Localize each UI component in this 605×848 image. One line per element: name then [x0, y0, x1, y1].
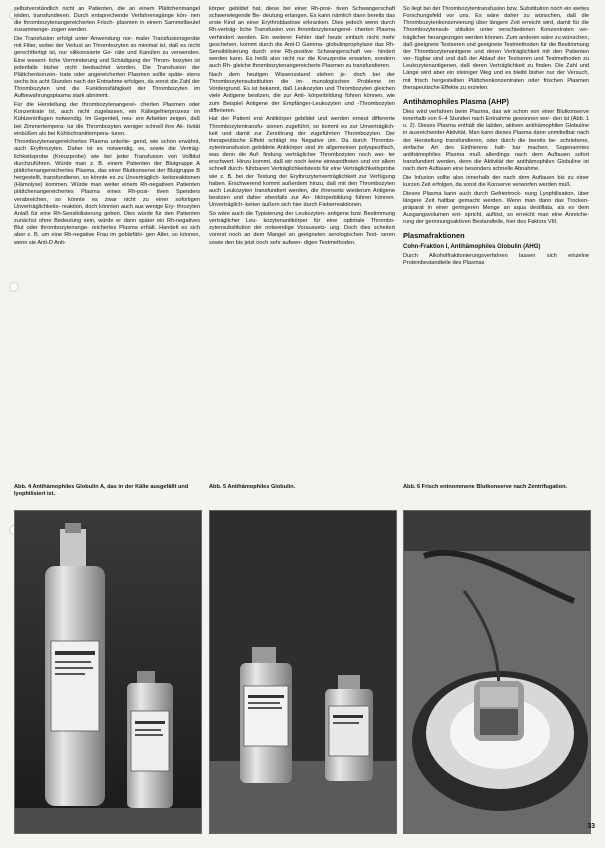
photo-antihaemophiles-globulin	[209, 510, 397, 834]
paragraph: So wäre auch die Typisierung der Leukozyten- antigene bzw. Bestimmung verträglicher Leu- kozytenantikörper für eine optimale Thrombo- zytensubstitution der notwendige Voraussetz- ung. Doch dies scheitert vorerst noch an dem Mangel an geeigneten serologischen Test- seren sowie den bis jetzt noch sehr aufwen- digen Testmethoden.	[209, 210, 395, 246]
text-column-3	[403, 6, 589, 476]
caption-abb6: Abb. 6 Frisch entnommene Blutkonserve nach Zentrifugation.	[403, 484, 568, 490]
text-column-2	[209, 6, 395, 476]
paragraph: Die Transfusion erfolgt unter Anwendung nor- maler Transfusionsgeräte mit Filter, wobei der Verlust an Thrombozyten so minimal ist, daß es nicht gerechtfertigt ist, nur silikonisierte Ge- räte und Kanülen zu verwenden. Eine wesent- liche Verminderung und Schädigung der Throm- bozyten ist jedenfalls bisher nicht beobachtet worden. Die Transfusion der Plättchenkonzen- trate oder angereicherten Plasmen sollte späte- stens sechs bis acht Stunden nach der Entnahme erfolgen, da sonst die Zahl der Thrombozyten und die Funktionsfähigkeit der Thrombozyten im Aufbewahrungsplasma stark abnimmt.	[14, 36, 200, 100]
section-heading-plasmafraktionen: Plasmafraktionen	[403, 231, 465, 241]
page-number: 33	[587, 823, 595, 830]
photo-antihaemophiles-globulin-bottles	[14, 510, 202, 834]
paragraph: So liegt bei der Thrombozytentransfusion bzw. Substitution noch ein weites Forschungsfeld vor uns. Es wäre daher zu wünschen, daß die Thrombozytenkonservierung über längere Zeit erreicht wird, damit für die Thrombozytensub- stitution unter verschiedenen Konzentraten ver- träglicher herangezogen werden können. Zum anderen wäre zu wünschen, daß geeignete Testseren und geeignete Testmethoden für die Bestimmung der Thrombozytenantigene und deren Verträglichkeit mit den Patienten ver- fügbar sind und daß der Ablauf der Testseren und Testmethoden zu Leukozytenantigenen, daß deren Verträglichkeit zu finden. Die Zahl und Länge wird aber ein steiniger Weg und es bleibt bisher nur der Versuch, mit frisch hergestellten Plättchenkonzentraten oder frischen Plasmen therapeutische Effekte zu erzielen.	[403, 6, 589, 91]
paragraph: Dies wird verfahren beim Plasma, das wir schon von einer Blutkonserve innerhalb von 6–4 Stunden nach Entnahme gewonnen wor- den ist (Abb. 1 u. 2). Dieses Plasma enthält die labilen, aktiven antihämophilen Globuline in ausreichender Aktivität. Man kann dieses Plasma dann unmittelbar nach der Herstellung transfundieren, oder durch die bereits be- schriebene, einfache Art des Einfrierens halt- bar machen. Sogenanntes antihämophiles Plasma muß allerdings nach dem Auftauen sofort transfundiert werden, denn die Aktivität der antihämophilen Globuline ist nach dem Auftauen eine besonders schnelle Abnahme.	[403, 108, 589, 173]
paragraph: körper gebildet hat, diese bei einer Rh-posi- tiven Schwangerschaft schwerwiegende Be- deutung erlangen. Es kann nämlich dann bereits das erste Kind an einer Erythroblastose erkranken. Dies jedoch wenn durch Rh-verträg- liche Transfusion von thrombozytenangerei- cherten Plasma verhindert werden. Ein weiterer Fehler darf heute einfach nicht mehr geschehen, kommt durch die Anti-D Gamma- globulinprophylaxe das Rh-Sensibilisierung durch eine Rh-positive Schwangerschaft ver- hindert werden kann. Es heißt also nicht nur die Kreuzprobe erwarten, sondern auch Rh- gleiche thrombozytenangereicherte Plasmen zu transfundieren.	[209, 6, 395, 70]
paragraph: Nach dem heutigen Wissensstand stehen je- doch bei der Thrombozytensubstitution die im- munologischen Probleme im Vordergrund. Es ist bekannt, daß Leukozyten und Thrombozyten gleichen viele Antigene besitzen, die zur Anti- körperbildung führen können, wie zum Beispiel Antigene der Empfänger-Leukozyten und -Thrombozyten differieren.	[209, 71, 395, 114]
photo-centrifuged-blood-bag	[403, 510, 591, 834]
paragraph: Für die Herstellung der thrombozytenangerei- cherten Plasmen oder Konzentrate ist, auch nicht zugelassen, ein Kältegefrierprozess im Kühlzentrifugen notwendig. Im Gegenteil, neu- ere Arbeiten zeigen, daß bei Zimmertempera- tur die Thrombozyten weniger schnell ihre Ak- tivität einbüßen als bei Kühlschranktempera- turen.	[14, 102, 200, 137]
caption-abb4: Abb. 4 Antihämophiles Globulin A, das in der Kälte ausgefällt und lyophilisiert ist.	[14, 484, 189, 497]
paragraph: Die Infusion sollte also innerhalb der nach dem Auftauen bis zu einer kurzen Zeit erfolgen, da sonst die Konserve verworfen werden muß.	[403, 174, 589, 188]
text-column-1	[14, 6, 200, 476]
paragraph: Dieses Plasma kann auch durch Gefriertrock- nung Lyophilisation, über längere Zeit haltbar gemacht werden. Wenn man dann das Trocken- präparat in einer geringeren Menge an aqua destillata, als es dem Ausgangsvolumen ent- spricht, auflöst, so erreicht man eine Anreiche- rung der gerinnungsaktiven Bestandteile, hier des Faktors VIII.	[403, 190, 589, 226]
subheading-cohn: Cohn-Fraktion I, Antihämophiles Globulin (AHG)	[403, 244, 541, 251]
paragraph: selbstverständlich nicht an Patienten, die an einem Plättchenmangel leiden, transfundieren. Durch entsprechende Verfahrensgänge kön- nen die thrombozytenangereicherten Frisch- plasmen in einem Sammelbeutel zusammenge- zogen werden.	[14, 6, 200, 34]
section-heading-ahp: Antihämophiles Plasma (AHP)	[403, 96, 509, 106]
paragraph: Hat der Patient erst Antikörper gebildet und werden erneut differente Thrombozytentransfu- sionen zugeführt, so kommt es zur Unverträglich- keit und damit zur Zerstörung der zugeführten Thrombozyten. Der therapeutische Effekt schlägt ins Negative um. Da durch Thrombo- zytentransfusion gebildete Antikörper sind im allgemeinen polyspezifisch, was denn die Auf- findung verträglicher Thrombozyten noch wei- ter erschwert. Hinzu kommt, daß wir noch keine einwandfreien und vor allem schnell durch- führbaren Verträglichkeitstests für eine Verträglichkeitsprobe wie z. B. bei der Testung der Erythrozytenverträglichkeit zur Verfügung haben. Erschwerend kommt außerdem hinzu, daß mit den Thrombozyten auch Leukozyten transfundiert werden, die ihrerseits wiederum Antigene besitzen und daher ebenfalls zur An- tikörperbildung führen können. Unverträglich- keiten äußern sich hier durch Fieberreaktionen.	[209, 116, 395, 209]
paragraph: Durch Alkoholfraktionierungsverfahren lassen sich einzelne Proteinbestandteile des Plasmas	[403, 252, 589, 266]
caption-abb5: Abb. 5 Antihämophiles Globulin.	[209, 484, 296, 490]
paragraph: Thrombozytenangereichertes Plasma unterlie- gend, wie schon erwähnt, auch Erythrozyten. Daher ist es notwendig, es, sowie die Verträg- lichkeitsprobe (Kreuzprobe) wie bei jeder Transfusion von Vollblut durchzuführen. Würde man z. B. einem Patienten der Blutgruppe A plättchenangereichertes Plasma, das einer Blutkonserve der Blutgruppe B hergestellt, transfundieren, so könnte es zu Unverträglich- keitsreaktionen (Hämolyse) kommen. Würde man weiter einem Rh-negativen Patienten plättchenangereichertes Plasma eines Rh-posi- tiven Spenders verabreichen, so könnte es zwar nicht zu einer sofortigen Unverträglichkeits- reaktion, doch könnten auch aus wenige Ery- throzyten Anlaß für eine Rh-Sensibilisierung geben. Dies würde für den Patienten zunächst ohne Bedeutung sein, würde er dann später ein Rh-negatives Blut oder thrombozytenange- reichertes Plasma erhält. Handelt es sich aber z. B. um eine Rh-negative Frau im gebärfähi- gen Alter, so können, wenn sie Anti-D Anti-	[14, 139, 200, 246]
